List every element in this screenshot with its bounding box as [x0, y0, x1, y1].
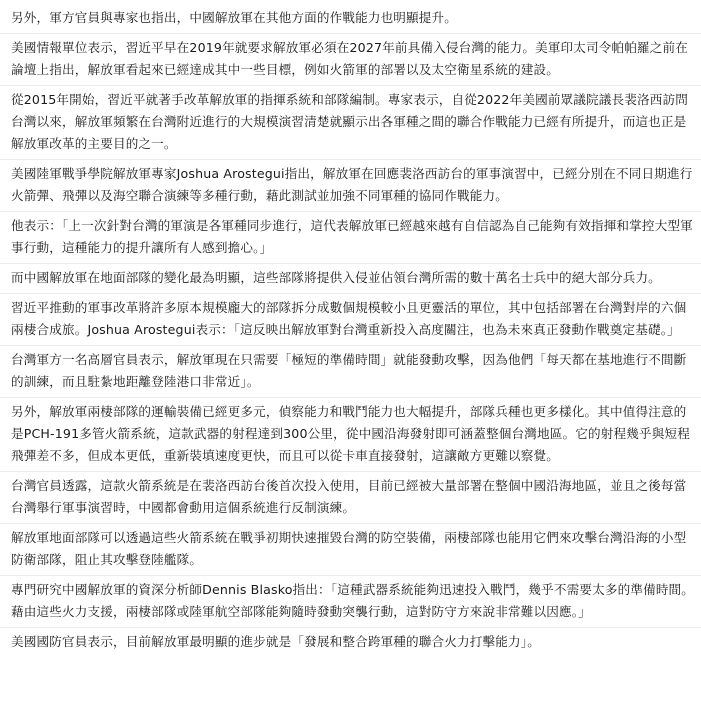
- paragraph-4: 美國陸軍戰爭學院解放軍專家Joshua Arostegui指出，解放軍在回應裴洛西訪台的軍事演習中，已經分別在不同日期進行火箭彈、飛彈以及海空聯合演練等多種行動，藉此測試並加強不同軍種的協同作戰能力。: [11, 163, 695, 207]
- paragraph-2: 美國情報單位表示，習近平早在2019年就要求解放軍必須在2027年前具備入侵台灣的能力。美軍印太司令帕帕羅之前在論壇上指出，解放軍看起來已經達成其中一些目標，例如火箭軍的部署以及太空衛星系統的建設。: [11, 37, 695, 81]
- paragraph-7: 習近平推動的軍事改革將許多原本規模龐大的部隊拆分成數個規模較小且更靈活的單位，其中包括部署在台灣對岸的六個兩棲合成旅。Joshua Arostegui表示：「這反映出解放軍對台灣重新投入高度關注，也為未來真正發動作戰奠定基礎。」: [11, 297, 695, 341]
- paragraph-12: 專門研究中國解放軍的資深分析師Dennis Blasko指出：「這種武器系統能夠迅速投入戰鬥，幾乎不需要太多的準備時間。藉由這些火力支援，兩棲部隊或陸軍航空部隊能夠隨時發動突襲行動，這對防守方來說非常難以因應。」: [11, 579, 695, 623]
- paragraph-13: 美國國防官員表示，目前解放軍最明顯的進步就是「發展和整合跨軍種的聯合火力打擊能力」。: [11, 631, 695, 653]
- paragraph-5: 他表示：「上一次針對台灣的軍演是各軍種同步進行，這代表解放軍已經越來越有自信認為自己能夠有效指揮和掌控大型軍事行動，這種能力的提升讓所有人感到擔心。」: [11, 215, 695, 259]
- paragraph-3: 從2015年開始，習近平就著手改革解放軍的指揮系統和部隊編制。專家表示，自從2022年美國前眾議院議長裴洛西訪問台灣以來，解放軍頻繁在台灣附近進行的大規模演習清楚就顯示出各軍種之間的聯合作戰能力已經有所提升，而這也正是解放軍改革的主要目的之一。: [11, 89, 695, 155]
- paragraph-6: 而中國解放軍在地面部隊的變化最為明顯，這些部隊將提供入侵並佔領台灣所需的數十萬名士兵中的絕大部分兵力。: [11, 267, 695, 289]
- paragraph-8: 台灣軍方一名高層官員表示，解放軍現在只需要「極短的準備時間」就能發動攻擊，因為他們「每天都在基地進行不間斷的訓練，而且駐紮地距離登陸港口非常近」。: [11, 349, 695, 393]
- paragraph-10: 台灣官員透露，這款火箭系統是在裴洛西訪台後首次投入使用，目前已經被大量部署在整個中國沿海地區，並且之後每當台灣舉行軍事演習時，中國都會動用這個系統進行反制演練。: [11, 475, 695, 519]
- paragraph-9: 另外，解放軍兩棲部隊的運輸裝備已經更多元，偵察能力和戰鬥能力也大幅提升，部隊兵種也更多樣化。其中值得注意的是PCH-191多管火箭系統，這款武器的射程達到300公里，從中國沿海發射即可涵蓋整個台灣地區。它的射程幾乎與短程飛彈差不多，但成本更低，重新裝填速度更快，而且可以從卡車直接發射，這讓敵方更難以察覺。: [11, 401, 695, 467]
- paragraph-1: 另外，軍方官員與專家也指出，中國解放軍在其他方面的作戰能力也明顯提升。: [11, 10, 458, 25]
- paragraph-11: 解放軍地面部隊可以透過這些火箭系統在戰爭初期快速摧毀台灣的防空裝備，兩棲部隊也能用它們來攻擊台灣沿海的小型防衛部隊，阻止其攻擊登陸艦隊。: [11, 527, 695, 571]
